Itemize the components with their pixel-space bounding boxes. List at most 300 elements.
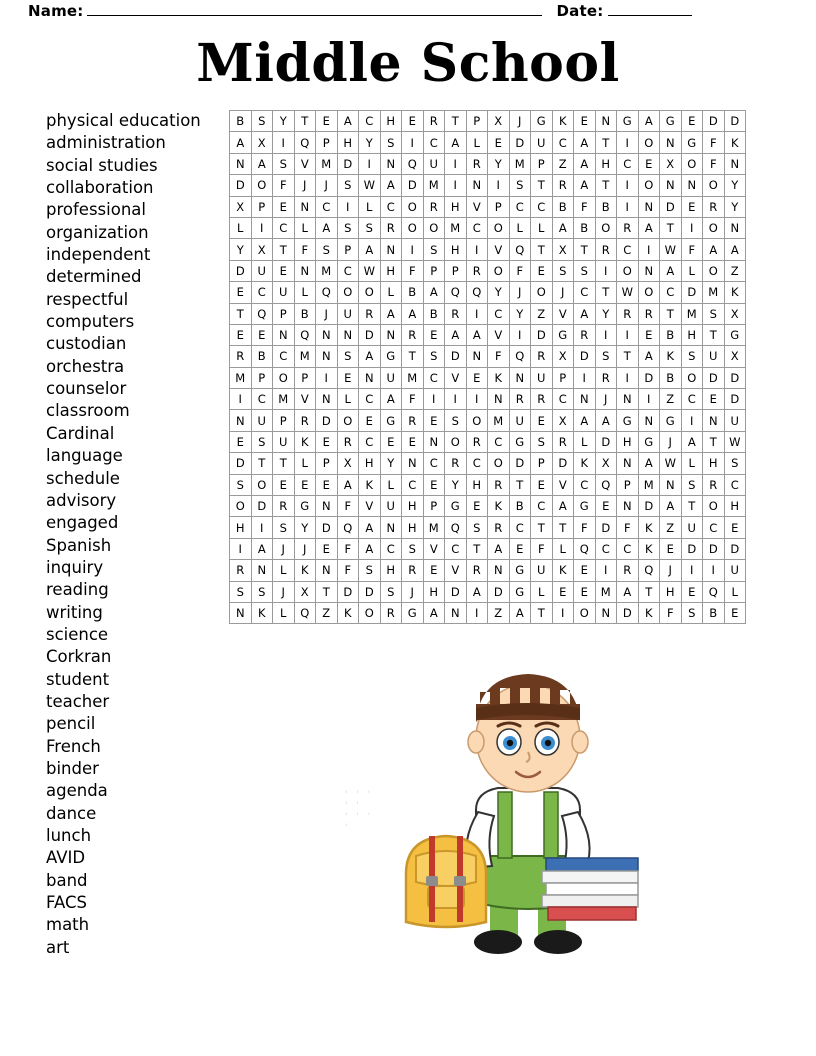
- grid-cell: H: [380, 111, 402, 132]
- grid-cell: I: [402, 239, 424, 260]
- grid-cell: N: [660, 474, 682, 495]
- word-list-item: binder: [46, 758, 99, 778]
- grid-cell: M: [273, 389, 295, 410]
- grid-cell: R: [552, 175, 574, 196]
- grid-cell: I: [488, 175, 510, 196]
- grid-cell: D: [316, 517, 338, 538]
- grid-cell: R: [445, 303, 467, 324]
- grid-cell: S: [337, 175, 359, 196]
- grid-cell: D: [638, 496, 660, 517]
- grid-cell: S: [251, 431, 273, 452]
- grid-cell: F: [273, 175, 295, 196]
- grid-cell: S: [423, 239, 445, 260]
- grid-cell: A: [638, 217, 660, 238]
- word-list-item: Corkran: [46, 647, 112, 667]
- word-list-item: dance: [46, 803, 97, 823]
- grid-cell: U: [337, 303, 359, 324]
- grid-cell: N: [294, 196, 316, 217]
- grid-cell: L: [509, 217, 531, 238]
- grid-cell: A: [445, 132, 467, 153]
- grid-cell: A: [681, 431, 703, 452]
- grid-cell: A: [617, 581, 639, 602]
- grid-cell: E: [552, 581, 574, 602]
- grid-cell: O: [681, 153, 703, 174]
- grid-cell: U: [724, 410, 746, 431]
- grid-cell: O: [574, 602, 596, 623]
- word-list-item: art: [46, 937, 70, 957]
- grid-cell: T: [251, 453, 273, 474]
- grid-cell: I: [617, 324, 639, 345]
- grid-cell: I: [638, 239, 660, 260]
- grid-cell: Q: [402, 153, 424, 174]
- grid-cell: Z: [660, 389, 682, 410]
- grid-row: [230, 474, 746, 495]
- grid-cell: O: [488, 260, 510, 281]
- grid-cell: I: [423, 389, 445, 410]
- grid-cell: A: [660, 260, 682, 281]
- grid-cell: H: [660, 581, 682, 602]
- grid-cell: E: [509, 538, 531, 559]
- grid-cell: C: [552, 132, 574, 153]
- grid-cell: P: [466, 111, 488, 132]
- grid-cell: H: [423, 581, 445, 602]
- grid-cell: F: [574, 517, 596, 538]
- grid-cell: N: [273, 324, 295, 345]
- grid-cell: T: [681, 496, 703, 517]
- grid-row: [230, 132, 746, 153]
- grid-cell: G: [380, 346, 402, 367]
- grid-cell: X: [552, 239, 574, 260]
- grid-cell: O: [531, 282, 553, 303]
- grid-cell: M: [316, 260, 338, 281]
- grid-cell: Q: [316, 282, 338, 303]
- grid-cell: R: [574, 324, 596, 345]
- grid-cell: L: [681, 260, 703, 281]
- grid-cell: E: [531, 474, 553, 495]
- grid-cell: A: [574, 175, 596, 196]
- grid-cell: J: [509, 282, 531, 303]
- grid-cell: E: [638, 324, 660, 345]
- grid-cell: T: [595, 132, 617, 153]
- grid-cell: S: [337, 217, 359, 238]
- grid-cell: E: [574, 111, 596, 132]
- word-list-item: determined: [46, 267, 142, 287]
- grid-cell: P: [316, 132, 338, 153]
- grid-cell: I: [445, 175, 467, 196]
- grid-cell: O: [617, 260, 639, 281]
- grid-cell: O: [423, 217, 445, 238]
- grid-cell: S: [316, 239, 338, 260]
- grid-cell: U: [531, 367, 553, 388]
- grid-cell: N: [724, 217, 746, 238]
- grid-cell: I: [681, 560, 703, 581]
- grid-cell: A: [724, 239, 746, 260]
- grid-cell: O: [445, 431, 467, 452]
- grid-cell: V: [423, 538, 445, 559]
- grid-cell: E: [273, 260, 295, 281]
- grid-cell: F: [337, 560, 359, 581]
- grid-cell: D: [660, 196, 682, 217]
- grid-cell: R: [595, 239, 617, 260]
- grid-cell: R: [466, 560, 488, 581]
- faint-artifact-marks: ' ' ' ' ' ' ' ' ': [345, 790, 374, 833]
- grid-cell: C: [509, 517, 531, 538]
- grid-cell: S: [466, 517, 488, 538]
- grid-cell: R: [230, 346, 252, 367]
- grid-cell: C: [423, 453, 445, 474]
- grid-cell: X: [251, 239, 273, 260]
- grid-cell: M: [509, 153, 531, 174]
- grid-cell: I: [466, 303, 488, 324]
- grid-cell: T: [466, 538, 488, 559]
- page-title: Middle School: [196, 33, 620, 94]
- grid-cell: K: [724, 132, 746, 153]
- word-list-item: computers: [46, 312, 135, 332]
- grid-cell: J: [294, 538, 316, 559]
- grid-cell: D: [509, 132, 531, 153]
- word-list-item: science: [46, 624, 109, 644]
- grid-cell: S: [681, 474, 703, 495]
- grid-row: [230, 560, 746, 581]
- grid-cell: N: [660, 175, 682, 196]
- grid-cell: P: [294, 367, 316, 388]
- grid-cell: P: [273, 303, 295, 324]
- grid-cell: A: [574, 153, 596, 174]
- grid-cell: V: [488, 324, 510, 345]
- grid-cell: P: [617, 474, 639, 495]
- grid-cell: D: [509, 453, 531, 474]
- grid-cell: O: [337, 282, 359, 303]
- grid-cell: M: [595, 581, 617, 602]
- grid-cell: F: [574, 196, 596, 217]
- grid-cell: R: [509, 389, 531, 410]
- grid-cell: K: [337, 602, 359, 623]
- word-list-item: advisory: [46, 490, 117, 510]
- grid-cell: Z: [316, 602, 338, 623]
- grid-cell: Y: [488, 153, 510, 174]
- grid-cell: C: [660, 282, 682, 303]
- grid-cell: S: [681, 346, 703, 367]
- grid-cell: N: [595, 111, 617, 132]
- grid-cell: F: [488, 346, 510, 367]
- grid-cell: D: [230, 175, 252, 196]
- grid-cell: C: [724, 474, 746, 495]
- grid-cell: M: [423, 175, 445, 196]
- grid-cell: A: [466, 324, 488, 345]
- grid-cell: D: [703, 111, 725, 132]
- grid-cell: F: [294, 239, 316, 260]
- grid-cell: N: [466, 346, 488, 367]
- grid-cell: K: [488, 367, 510, 388]
- grid-cell: K: [638, 602, 660, 623]
- grid-cell: A: [380, 303, 402, 324]
- grid-cell: M: [703, 282, 725, 303]
- grid-cell: C: [595, 538, 617, 559]
- grid-cell: H: [595, 153, 617, 174]
- grid-cell: N: [316, 324, 338, 345]
- grid-cell: R: [617, 303, 639, 324]
- grid-cell: J: [294, 175, 316, 196]
- grid-cell: C: [488, 431, 510, 452]
- grid-cell: N: [294, 260, 316, 281]
- grid-cell: N: [251, 560, 273, 581]
- word-list-item: writing: [46, 602, 103, 622]
- grid-cell: N: [380, 239, 402, 260]
- grid-cell: R: [531, 346, 553, 367]
- grid-cell: C: [423, 367, 445, 388]
- grid-cell: M: [423, 517, 445, 538]
- grid-cell: Y: [509, 303, 531, 324]
- grid-cell: S: [359, 560, 381, 581]
- grid-cell: V: [552, 474, 574, 495]
- grid-cell: I: [617, 196, 639, 217]
- grid-cell: P: [423, 260, 445, 281]
- grid-cell: H: [380, 560, 402, 581]
- grid-cell: N: [230, 153, 252, 174]
- grid-cell: T: [638, 581, 660, 602]
- grid-cell: B: [294, 303, 316, 324]
- grid-cell: Y: [595, 303, 617, 324]
- grid-cell: E: [273, 474, 295, 495]
- grid-cell: C: [574, 282, 596, 303]
- grid-cell: F: [617, 517, 639, 538]
- grid-cell: U: [273, 431, 295, 452]
- grid-cell: J: [273, 581, 295, 602]
- grid-cell: L: [724, 581, 746, 602]
- grid-cell: A: [445, 324, 467, 345]
- grid-cell: B: [703, 602, 725, 623]
- grid-cell: A: [359, 517, 381, 538]
- grid-cell: T: [574, 239, 596, 260]
- grid-cell: R: [359, 303, 381, 324]
- grid-cell: A: [574, 132, 596, 153]
- grid-cell: N: [595, 602, 617, 623]
- grid-cell: D: [359, 581, 381, 602]
- grid-cell: C: [466, 217, 488, 238]
- grid-row: [230, 410, 746, 431]
- grid-cell: N: [402, 453, 424, 474]
- grid-cell: D: [724, 538, 746, 559]
- grid-cell: D: [251, 496, 273, 517]
- grid-cell: K: [294, 560, 316, 581]
- grid-cell: L: [681, 453, 703, 474]
- grid-cell: G: [617, 111, 639, 132]
- grid-cell: W: [359, 175, 381, 196]
- grid-cell: E: [531, 260, 553, 281]
- grid-cell: N: [359, 367, 381, 388]
- grid-cell: A: [638, 111, 660, 132]
- grid-row: [230, 111, 746, 132]
- grid-cell: H: [681, 324, 703, 345]
- word-list-item: administration: [46, 133, 166, 153]
- grid-cell: O: [466, 410, 488, 431]
- grid-cell: G: [574, 496, 596, 517]
- grid-cell: M: [230, 367, 252, 388]
- grid-cell: D: [359, 324, 381, 345]
- grid-cell: G: [681, 132, 703, 153]
- grid-cell: N: [230, 410, 252, 431]
- grid-cell: G: [509, 581, 531, 602]
- grid-cell: L: [273, 602, 295, 623]
- grid-cell: H: [402, 517, 424, 538]
- grid-cell: L: [359, 196, 381, 217]
- grid-cell: E: [638, 153, 660, 174]
- grid-row: [230, 324, 746, 345]
- grid-cell: Z: [488, 602, 510, 623]
- grid-cell: R: [380, 602, 402, 623]
- grid-cell: E: [251, 324, 273, 345]
- grid-cell: A: [638, 453, 660, 474]
- grid-cell: A: [230, 132, 252, 153]
- grid-cell: E: [681, 196, 703, 217]
- grid-cell: C: [509, 196, 531, 217]
- grid-cell: T: [703, 324, 725, 345]
- grid-cell: O: [402, 196, 424, 217]
- grid-row: [230, 602, 746, 623]
- grid-cell: E: [359, 410, 381, 431]
- grid-cell: C: [380, 196, 402, 217]
- grid-cell: A: [423, 282, 445, 303]
- word-list-item: language: [46, 446, 123, 466]
- grid-row: [230, 153, 746, 174]
- grid-cell: T: [445, 111, 467, 132]
- grid-cell: T: [552, 517, 574, 538]
- grid-cell: E: [316, 474, 338, 495]
- grid-cell: I: [316, 367, 338, 388]
- grid-cell: O: [337, 410, 359, 431]
- grid-cell: Q: [445, 282, 467, 303]
- grid-cell: K: [638, 538, 660, 559]
- word-list-item: Spanish: [46, 535, 112, 555]
- grid-cell: Z: [552, 153, 574, 174]
- grid-cell: C: [703, 517, 725, 538]
- grid-cell: I: [445, 389, 467, 410]
- grid-cell: S: [230, 474, 252, 495]
- grid-cell: E: [402, 111, 424, 132]
- grid-cell: Q: [251, 303, 273, 324]
- name-label: Name:: [28, 2, 84, 20]
- grid-cell: X: [724, 346, 746, 367]
- grid-cell: Q: [638, 560, 660, 581]
- grid-cell: N: [380, 517, 402, 538]
- grid-cell: I: [445, 153, 467, 174]
- grid-cell: X: [552, 410, 574, 431]
- grid-cell: F: [703, 132, 725, 153]
- grid-cell: P: [273, 410, 295, 431]
- grid-cell: R: [488, 517, 510, 538]
- word-list-item: AVID: [46, 848, 86, 868]
- grid-cell: G: [660, 410, 682, 431]
- grid-cell: H: [445, 239, 467, 260]
- grid-cell: I: [251, 517, 273, 538]
- grid-cell: E: [724, 517, 746, 538]
- grid-cell: D: [445, 581, 467, 602]
- grid-cell: O: [488, 217, 510, 238]
- grid-cell: U: [423, 153, 445, 174]
- grid-cell: I: [617, 132, 639, 153]
- grid-cell: E: [380, 431, 402, 452]
- grid-cell: T: [509, 474, 531, 495]
- grid-cell: J: [660, 431, 682, 452]
- grid-cell: X: [337, 453, 359, 474]
- grid-cell: O: [703, 175, 725, 196]
- grid-cell: G: [509, 560, 531, 581]
- grid-cell: K: [552, 560, 574, 581]
- grid-cell: C: [531, 196, 553, 217]
- grid-cell: D: [230, 453, 252, 474]
- grid-cell: I: [681, 410, 703, 431]
- grid-cell: D: [552, 453, 574, 474]
- grid-cell: T: [660, 217, 682, 238]
- grid-row: [230, 581, 746, 602]
- grid-cell: C: [380, 538, 402, 559]
- word-list-item: agenda: [46, 781, 108, 801]
- word-list-item: French: [46, 736, 101, 756]
- word-list-item: FACS: [46, 893, 87, 913]
- grid-cell: H: [230, 517, 252, 538]
- grid-cell: B: [660, 367, 682, 388]
- grid-cell: E: [316, 431, 338, 452]
- grid-cell: Q: [595, 474, 617, 495]
- grid-cell: L: [531, 217, 553, 238]
- grid-cell: N: [316, 346, 338, 367]
- grid-cell: I: [574, 367, 596, 388]
- grid-cell: Q: [294, 132, 316, 153]
- grid-cell: S: [230, 581, 252, 602]
- grid-cell: N: [638, 410, 660, 431]
- word-list-item: custodian: [46, 334, 127, 354]
- grid-cell: R: [552, 431, 574, 452]
- grid-cell: D: [638, 367, 660, 388]
- grid-cell: J: [552, 282, 574, 303]
- grid-cell: G: [638, 431, 660, 452]
- grid-cell: F: [660, 602, 682, 623]
- grid-row: [230, 175, 746, 196]
- grid-cell: M: [445, 217, 467, 238]
- grid-cell: G: [380, 410, 402, 431]
- grid-cell: K: [574, 453, 596, 474]
- grid-cell: I: [466, 389, 488, 410]
- grid-cell: L: [294, 282, 316, 303]
- grid-cell: S: [380, 132, 402, 153]
- grid-cell: R: [466, 431, 488, 452]
- grid-cell: D: [230, 260, 252, 281]
- grid-cell: C: [273, 217, 295, 238]
- grid-cell: E: [402, 431, 424, 452]
- grid-cell: W: [359, 260, 381, 281]
- grid-cell: I: [509, 324, 531, 345]
- grid-row: [230, 196, 746, 217]
- grid-cell: I: [230, 538, 252, 559]
- grid-row: [230, 389, 746, 410]
- grid-cell: R: [617, 560, 639, 581]
- grid-cell: E: [273, 196, 295, 217]
- grid-cell: C: [466, 453, 488, 474]
- grid-cell: B: [251, 346, 273, 367]
- grid-cell: D: [724, 111, 746, 132]
- grid-cell: G: [660, 111, 682, 132]
- grid-cell: U: [509, 410, 531, 431]
- grid-cell: I: [552, 602, 574, 623]
- grid-cell: I: [359, 153, 381, 174]
- grid-cell: L: [380, 282, 402, 303]
- grid-cell: D: [574, 346, 596, 367]
- grid-row: [230, 303, 746, 324]
- grid-cell: D: [724, 389, 746, 410]
- grid-cell: T: [595, 282, 617, 303]
- grid-cell: J: [316, 175, 338, 196]
- grid-cell: X: [488, 111, 510, 132]
